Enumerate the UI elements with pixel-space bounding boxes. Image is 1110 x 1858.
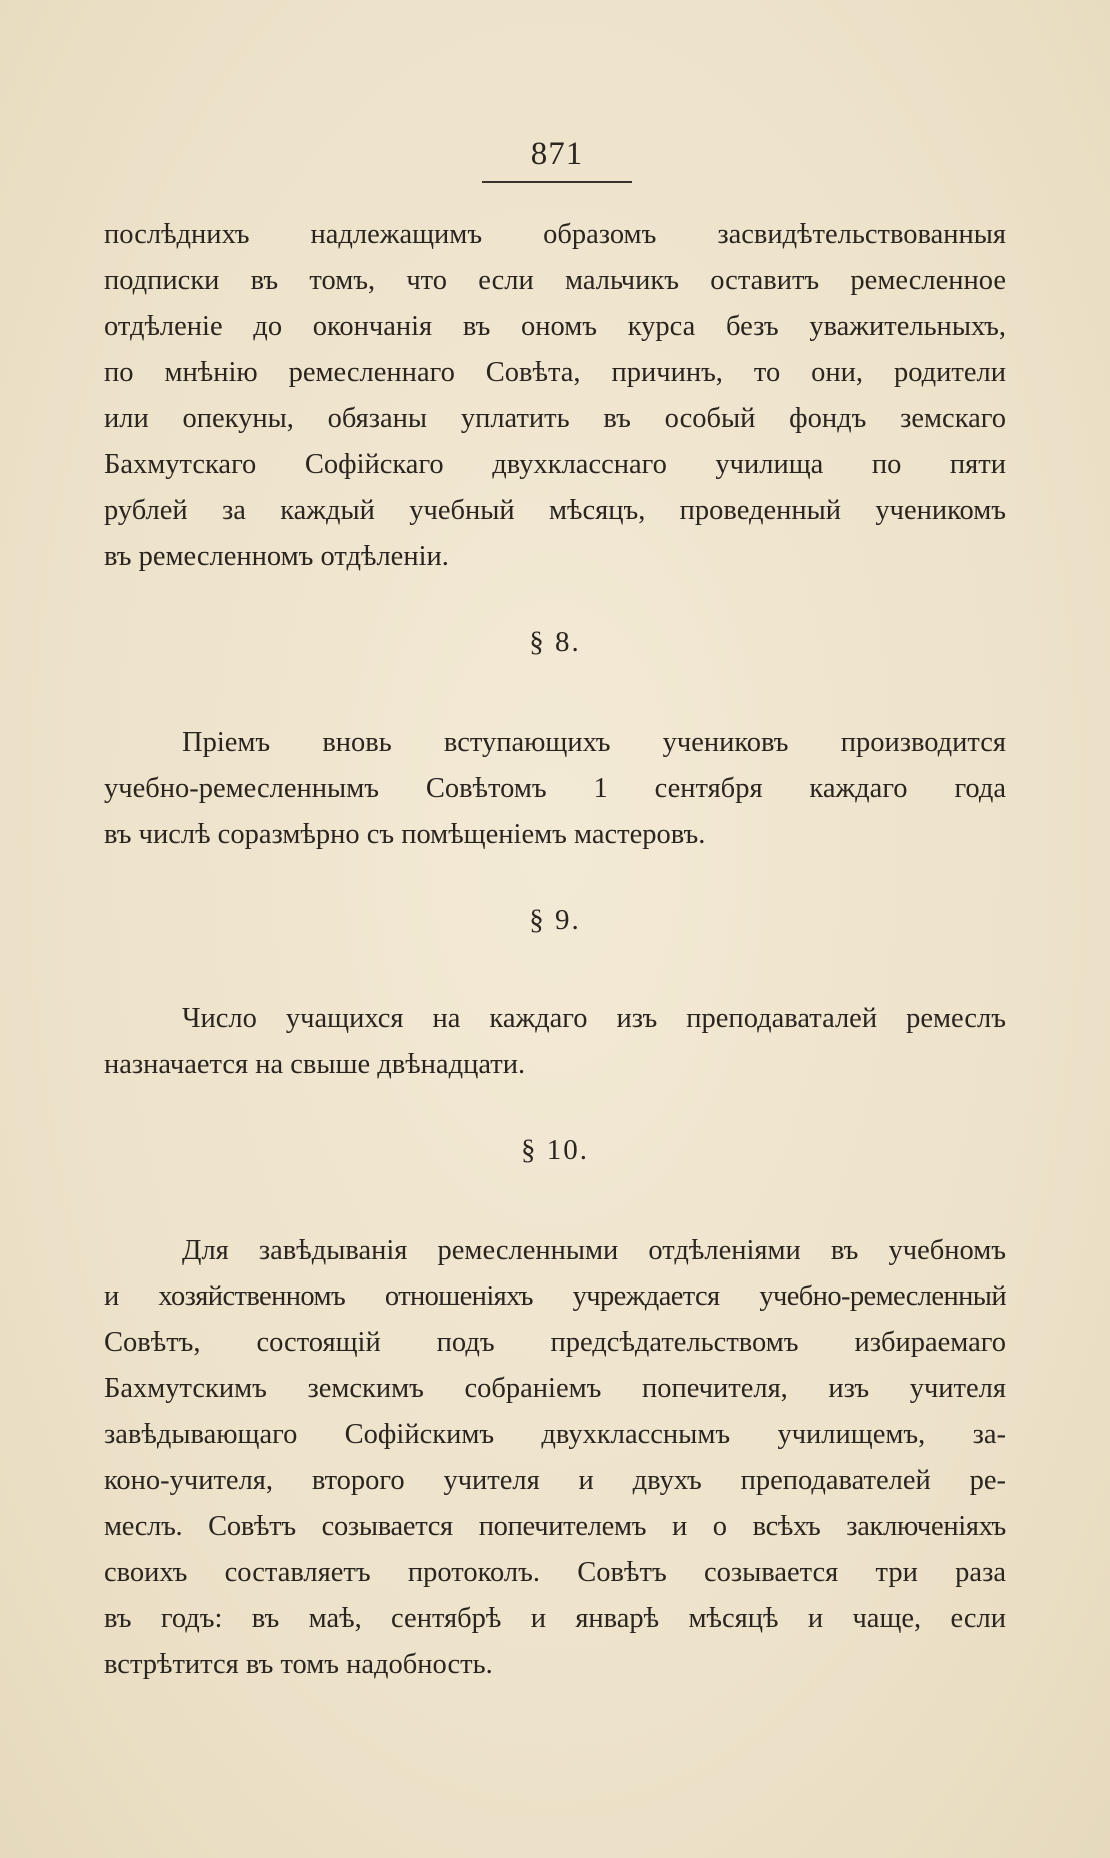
text-line: Бахмутскаго Софійскаго двухкласснаго училища по пяти bbox=[104, 449, 1006, 480]
text-line: Бахмутскимъ земскимъ собраніемъ попечителя, изъ учителя bbox=[104, 1373, 1006, 1404]
text-line: подписки въ томъ, что если мальчикъ оставитъ ремесленное bbox=[104, 265, 1006, 296]
text-line: въ ремесленномъ отдѣленіи. bbox=[104, 541, 449, 572]
text-line: Для завѣдыванія ремесленными отдѣленіями въ учебномъ bbox=[182, 1235, 1006, 1266]
text-line: и хозяйственномъ отношеніяхъ учреждается учебно-ремесленный bbox=[104, 1281, 1006, 1312]
section-heading-10: § 10. bbox=[521, 1134, 589, 1166]
text-line: своихъ составляетъ протоколъ. Совѣтъ созывается три раза bbox=[104, 1557, 1006, 1588]
text-line: послѣднихъ надлежащимъ образомъ засвидѣтельствованныя bbox=[104, 219, 1006, 250]
text-line: рублей за каждый учебный мѣсяцъ, проведенный ученикомъ bbox=[104, 495, 1006, 526]
text-line: по мнѣнію ремесленнаго Совѣта, причинъ, то они, родители bbox=[104, 357, 1006, 388]
section-heading-9: § 9. bbox=[529, 904, 581, 936]
text-line: коно-учителя, второго учителя и двухъ преподавателей ре- bbox=[104, 1465, 1006, 1496]
text-line: Число учащихся на каждаго изъ преподаваталей ремеслъ bbox=[182, 1003, 1006, 1034]
text-line: въ числѣ соразмѣрно съ помѣщеніемъ мастеровъ. bbox=[104, 819, 706, 850]
text-line: Совѣтъ, состоящій подъ предсѣдательствомъ избираемаго bbox=[104, 1327, 1006, 1358]
text-line: или опекуны, обязаны уплатить въ особый фондъ земскаго bbox=[104, 403, 1006, 434]
text-line: назначается на свыше двѣнадцати. bbox=[104, 1049, 526, 1080]
text-line: Пріемъ вновь вступающихъ учениковъ производится bbox=[182, 727, 1006, 758]
text-line: встрѣтится въ томъ надобность. bbox=[104, 1649, 493, 1680]
text-line: завѣдывающаго Софійскимъ двухкласснымъ училищемъ, за- bbox=[104, 1419, 1006, 1450]
page-number-rule bbox=[482, 181, 632, 183]
text-line: меслъ. Совѣтъ созывается попечителемъ и о всѣхъ заключеніяхъ bbox=[104, 1511, 1006, 1542]
section-heading-8: § 8. bbox=[529, 626, 581, 658]
text-line: въ годъ: въ маѣ, сентябрѣ и январѣ мѣсяцѣ и чаще, если bbox=[104, 1603, 1006, 1634]
text-line: учебно-ремесленнымъ Совѣтомъ 1 сентября каждаго года bbox=[104, 773, 1006, 804]
text-line: отдѣленіе до окончанія въ ономъ курса безъ уважительныхъ, bbox=[104, 311, 1006, 342]
page-number: 871 bbox=[530, 136, 584, 172]
